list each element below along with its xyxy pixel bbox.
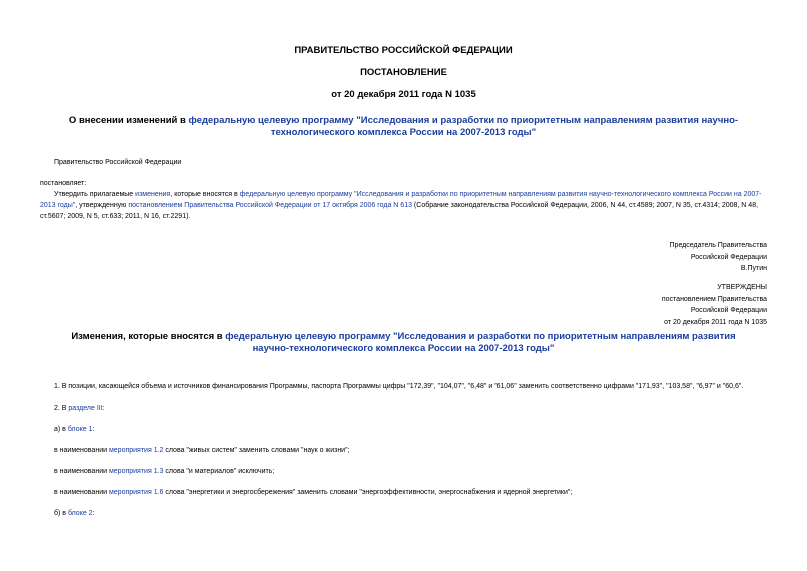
government-heading: ПРАВИТЕЛЬСТВО РОССИЙСКОЙ ФЕДЕРАЦИИ [294,45,513,56]
p1-text-d: (Собрание законодательства Российской Федерации, 2006, N 44, ст.4589; 2007, N 35, ст.4314; 2008, N 48, ст.5607; 2009, N 5, ст.633; 2011, N 16, ст.2291). [40,202,759,220]
changes-title [60,331,747,355]
item-2 [54,403,105,414]
signature-line-1: Председатель Правительства [669,242,767,249]
item-1-6 [54,487,572,498]
approval-line-1: УТВЕРЖДЕНЫ [717,284,767,291]
p1-text-c: , утвержденную [75,202,129,209]
changes-program-link[interactable]: федеральную целевую программу "Исследования и разработки по приоритетным направлениям развития научно-технологического комплекса России на 2007-2013 годы" [225,331,736,354]
changes-link[interactable]: изменения [135,191,171,198]
item-b-text-a: б) в [54,510,68,517]
item-1-3 [54,466,274,477]
approval-block [662,282,767,328]
resolution-paragraph [40,189,775,222]
block-1-link[interactable]: блоке 1 [67,426,93,433]
item-1-2-text-a: в наименовании [54,447,109,454]
item-2-text-b: : [102,405,105,412]
program-link[interactable]: федеральную целевую программу "Исследования и разработки по приоритетным направлениям развития научно-технологического комплекса России на 2007-2013 годы" [188,115,739,138]
measure-1-3-link[interactable]: мероприятия 1.3 [108,468,164,475]
resolution-613-link[interactable]: постановлением Правительства Российской Федерации от 17 октября 2006 года N 613 [128,202,412,209]
item-1-6-text-a: в наименовании [54,489,109,496]
measure-1-6-link[interactable]: мероприятия 1.6 [108,489,164,496]
item-a-text-a: а) в [54,426,68,433]
resolves-label: постановляет: [40,180,87,187]
approval-line-2: постановлением Правительства [661,295,767,303]
item-1-2-text-b: слова "живых систем" заменить словами "наук о жизни"; [163,447,350,454]
item-1-6-text-b: слова "энергетики и энергосбережения" заменить словами "энергоэффективности, энергоснабжения и ядерной энергетики"; [163,489,573,496]
p1-text-b: , которые вносятся в [170,191,240,198]
item-1: 1. В позиции, касающейся объема и источников финансирования Программы, паспорта Программы цифры "172,39", "104,07", "6,48" и "61,06" заменить соответственно цифрами "171,93", "103,58", "6,97" и "60,6". [54,383,744,390]
target-program-link[interactable]: федеральную целевую программу "Исследования и разработки по приоритетным направлениям развития научно-технологического комплекса России на 2007-2013 годы" [40,191,762,209]
signature-line-2: Российской Федерации [690,253,767,261]
signature-line-3: В.Путин [740,265,767,272]
title-prefix: О внесении изменений в [68,115,189,126]
government-reference: Правительство Российской Федерации [54,159,182,166]
item-1-2 [54,445,350,456]
item-b-text-b: : [92,510,95,517]
changes-title-prefix: Изменения, которые вносятся в [71,331,226,342]
document-title [40,115,767,139]
item-a [54,424,94,435]
item-1-3-text-a: в наименовании [54,468,109,475]
item-a-text-b: : [92,426,95,433]
p1-text-a: Утвердить прилагаемые [54,191,136,198]
block-2-link[interactable]: блоке 2 [67,510,93,517]
item-1-3-text-b: слова "и материалов" исключить; [163,468,275,475]
measure-1-2-link[interactable]: мероприятия 1.2 [108,447,164,454]
section-3-link[interactable]: разделе III [68,405,103,412]
item-2-text-a: 2. В [54,405,69,412]
item-b [54,508,95,519]
date-number-heading: от 20 декабря 2011 года N 1035 [331,89,476,100]
approval-line-3: Российской Федерации [690,307,767,314]
document-type-heading: ПОСТАНОВЛЕНИЕ [360,67,447,78]
signature-block [670,240,767,275]
approval-line-4: от 20 декабря 2011 года N 1035 [664,318,767,326]
